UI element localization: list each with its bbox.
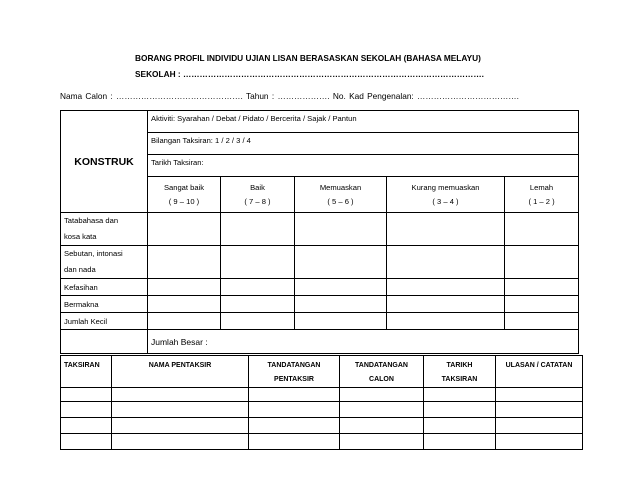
table-row (61, 296, 579, 313)
konstruk-label: KONSTRUK (61, 111, 148, 213)
col-header-nama-pentaksir: NAMA PENTAKSIR (112, 356, 249, 388)
entry-cell[interactable] (249, 388, 340, 402)
table-row (61, 418, 583, 434)
col-header-tandatangan-calon: TANDATANGAN CALON (340, 356, 424, 388)
entry-cell[interactable] (424, 418, 496, 434)
score-cell[interactable] (387, 279, 505, 296)
entry-cell[interactable] (112, 434, 249, 450)
entry-cell[interactable] (61, 418, 112, 434)
entry-cell[interactable] (112, 388, 249, 402)
criterion-label: Tatabahasa dan kosa kata (61, 213, 148, 246)
entry-cell[interactable] (496, 434, 583, 450)
score-cell[interactable] (148, 296, 221, 313)
score-cell[interactable] (221, 313, 295, 330)
sekolah-field: SEKOLAH : ………………………………………………………………………………………………. (135, 69, 484, 79)
tarikh-taksiran-field: Tarikh Taksiran: (148, 155, 579, 177)
score-cell[interactable] (387, 246, 505, 279)
score-cell[interactable] (148, 313, 221, 330)
entry-cell[interactable] (496, 418, 583, 434)
entry-cell[interactable] (61, 434, 112, 450)
score-cell[interactable] (505, 296, 579, 313)
col-header-ulasan: ULASAN / CATATAN (496, 356, 583, 388)
score-cell[interactable] (505, 213, 579, 246)
rating-header: Kurang memuaskan ( 3 – 4 ) (387, 177, 505, 213)
table-row (61, 388, 583, 402)
entry-cell[interactable] (424, 434, 496, 450)
rating-header: Lemah ( 1 – 2 ) (505, 177, 579, 213)
assessor-table (60, 355, 583, 450)
entry-cell[interactable] (340, 418, 424, 434)
table-row (61, 246, 579, 279)
score-cell[interactable] (295, 246, 387, 279)
col-header-tarikh-taksiran: TARIKH TAKSIRAN (424, 356, 496, 388)
jumlah-besar-field[interactable]: Jumlah Besar : (148, 330, 579, 354)
criterion-label: Kefasihan (61, 279, 148, 296)
score-cell[interactable] (221, 213, 295, 246)
entry-cell[interactable] (340, 388, 424, 402)
score-cell[interactable] (387, 296, 505, 313)
score-cell[interactable] (387, 213, 505, 246)
entry-cell[interactable] (424, 402, 496, 418)
score-cell[interactable] (505, 279, 579, 296)
entry-cell[interactable] (249, 434, 340, 450)
table-row (61, 330, 579, 354)
score-cell[interactable] (221, 279, 295, 296)
entry-cell[interactable] (112, 418, 249, 434)
bilangan-taksiran-field: Bilangan Taksiran: 1 / 2 / 3 / 4 (148, 133, 579, 155)
table-row (61, 313, 579, 330)
col-header-taksiran: TAKSIRAN (61, 356, 112, 388)
entry-cell[interactable] (340, 402, 424, 418)
rating-header: Sangat baik ( 9 – 10 ) (148, 177, 221, 213)
score-cell[interactable] (295, 313, 387, 330)
entry-cell[interactable] (61, 402, 112, 418)
rating-header: Memuaskan ( 5 – 6 ) (295, 177, 387, 213)
entry-cell[interactable] (249, 418, 340, 434)
entry-cell[interactable] (249, 402, 340, 418)
score-cell[interactable] (221, 296, 295, 313)
score-cell[interactable] (505, 313, 579, 330)
assessment-table (60, 110, 579, 354)
score-cell[interactable] (148, 213, 221, 246)
criterion-label: Bermakna (61, 296, 148, 313)
entry-cell[interactable] (496, 388, 583, 402)
score-cell[interactable] (295, 279, 387, 296)
criterion-label: Sebutan, intonasi dan nada (61, 246, 148, 279)
form-title: BORANG PROFIL INDIVIDU UJIAN LISAN BERASASKAN SEKOLAH (BAHASA MELAYU) (135, 53, 481, 63)
score-cell[interactable] (387, 313, 505, 330)
score-cell[interactable] (295, 213, 387, 246)
table-row (61, 434, 583, 450)
table-row (61, 402, 583, 418)
score-cell[interactable] (295, 296, 387, 313)
col-header-tandatangan-pentaksir: TANDATANGAN PENTAKSIR (249, 356, 340, 388)
score-cell[interactable] (148, 246, 221, 279)
entry-cell[interactable] (424, 388, 496, 402)
entry-cell[interactable] (496, 402, 583, 418)
entry-cell[interactable] (340, 434, 424, 450)
criterion-label: Jumlah Kecil (61, 313, 148, 330)
rating-header: Baik ( 7 – 8 ) (221, 177, 295, 213)
entry-cell[interactable] (112, 402, 249, 418)
empty-cell (61, 330, 148, 354)
score-cell[interactable] (505, 246, 579, 279)
entry-cell[interactable] (61, 388, 112, 402)
aktiviti-field: Aktiviti: Syarahan / Debat / Pidato / Bercerita / Sajak / Pantun (148, 111, 579, 133)
score-cell[interactable] (148, 279, 221, 296)
score-cell[interactable] (221, 246, 295, 279)
table-row (61, 279, 579, 296)
candidate-fields: Nama Calon : ………………………………………. Tahun : ………………. No. Kad Pengenalan: ………………………………. (60, 91, 519, 101)
table-row (61, 213, 579, 246)
